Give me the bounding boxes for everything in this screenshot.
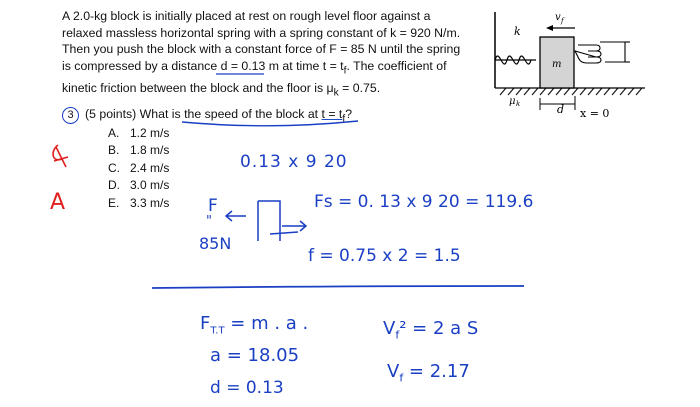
problem-line-5-sub: k (333, 87, 339, 99)
distance-eq: d = 0.13 (210, 378, 284, 398)
question-text-b: t = t (321, 107, 343, 121)
force-diagram (226, 201, 306, 241)
problem-line-1: A 2.0-kg block is initially placed at rest on rough level floor against a (62, 9, 431, 23)
answer-mark: A (50, 190, 66, 215)
vf2-tail: ² = 2 a S (399, 318, 479, 339)
question-text-a: (5 points) What is the speed of the block at (85, 107, 322, 121)
vf-tail: = 2.17 (403, 361, 470, 382)
hand-pushing-icon (575, 42, 630, 63)
option-letter: B. (108, 143, 120, 158)
vf-squared-eq (383, 318, 478, 342)
vf-eq (387, 361, 470, 385)
label-m: m (552, 59, 562, 70)
problem-line-5-tail: = 0.75. (338, 80, 381, 95)
underline-question (182, 121, 358, 126)
ftot-symbol: F (200, 313, 211, 334)
spring-force-calc: Fs = 0. 13 x 9 20 = 119.6 (314, 192, 534, 212)
vf2-subscript: f (395, 328, 400, 342)
floor-hatching (500, 88, 642, 95)
label-vf: v (555, 12, 561, 23)
label-x0: x = 0 (580, 107, 610, 120)
question-sub: f (342, 113, 346, 125)
hand-divider-line (152, 286, 524, 288)
vf2-symbol: V (383, 318, 396, 339)
velocity-arrow-head (546, 25, 553, 31)
option-value: 2.4 m/s (130, 160, 170, 175)
problem-line-5-text: kinetic friction between the block and the floor is μ (62, 80, 334, 95)
label-d: d (557, 103, 565, 116)
red-scribble-check (53, 145, 68, 167)
calc-line-1: 0.13 x 9 20 (240, 152, 348, 172)
option-value: 3.0 m/s (130, 178, 170, 193)
label-vf-sub: f (561, 17, 564, 25)
option-value: 1.8 m/s (130, 143, 170, 158)
problem-line-4-tail: . The coefficient of (346, 58, 447, 73)
vf-subscript: f (399, 371, 404, 385)
net-force-eq (200, 313, 308, 337)
f-equals: " (206, 214, 212, 229)
label-mu: μ (509, 96, 516, 107)
option-letter: D. (108, 178, 120, 193)
problem-line-3: Then you push the block with a constant force of F = 85 N until the spring (62, 42, 461, 57)
label-mu-sub: k (516, 100, 521, 108)
option-value: 1.2 m/s (130, 126, 170, 140)
vf-symbol: V (387, 361, 400, 382)
ftot-tail: = m . a . (224, 313, 309, 334)
option-letter: A. (108, 126, 120, 140)
option-letter: C. (108, 160, 120, 175)
problem-line-2: relaxed massless horizontal spring with a spring constant of k = 920 N/m. (62, 25, 461, 40)
friction-calc: f = 0.75 x 2 = 1.5 (308, 246, 461, 266)
question-text-c: ? (345, 107, 353, 121)
spring (495, 56, 536, 64)
problem-line-4-sub: f (343, 65, 347, 77)
option-value: 3.3 m/s (130, 195, 170, 210)
option-letter: E. (108, 195, 120, 210)
accel-eq: a = 18.05 (210, 345, 300, 366)
f-value: 85N (199, 234, 232, 253)
label-k: k (514, 25, 521, 38)
problem-line-4-text: is compressed by a distance d = 0.13 m at time t = t (62, 58, 344, 73)
question-number: 3 (62, 107, 79, 124)
ftot-subscript: T.T (210, 325, 225, 337)
f-label: F (208, 196, 218, 216)
